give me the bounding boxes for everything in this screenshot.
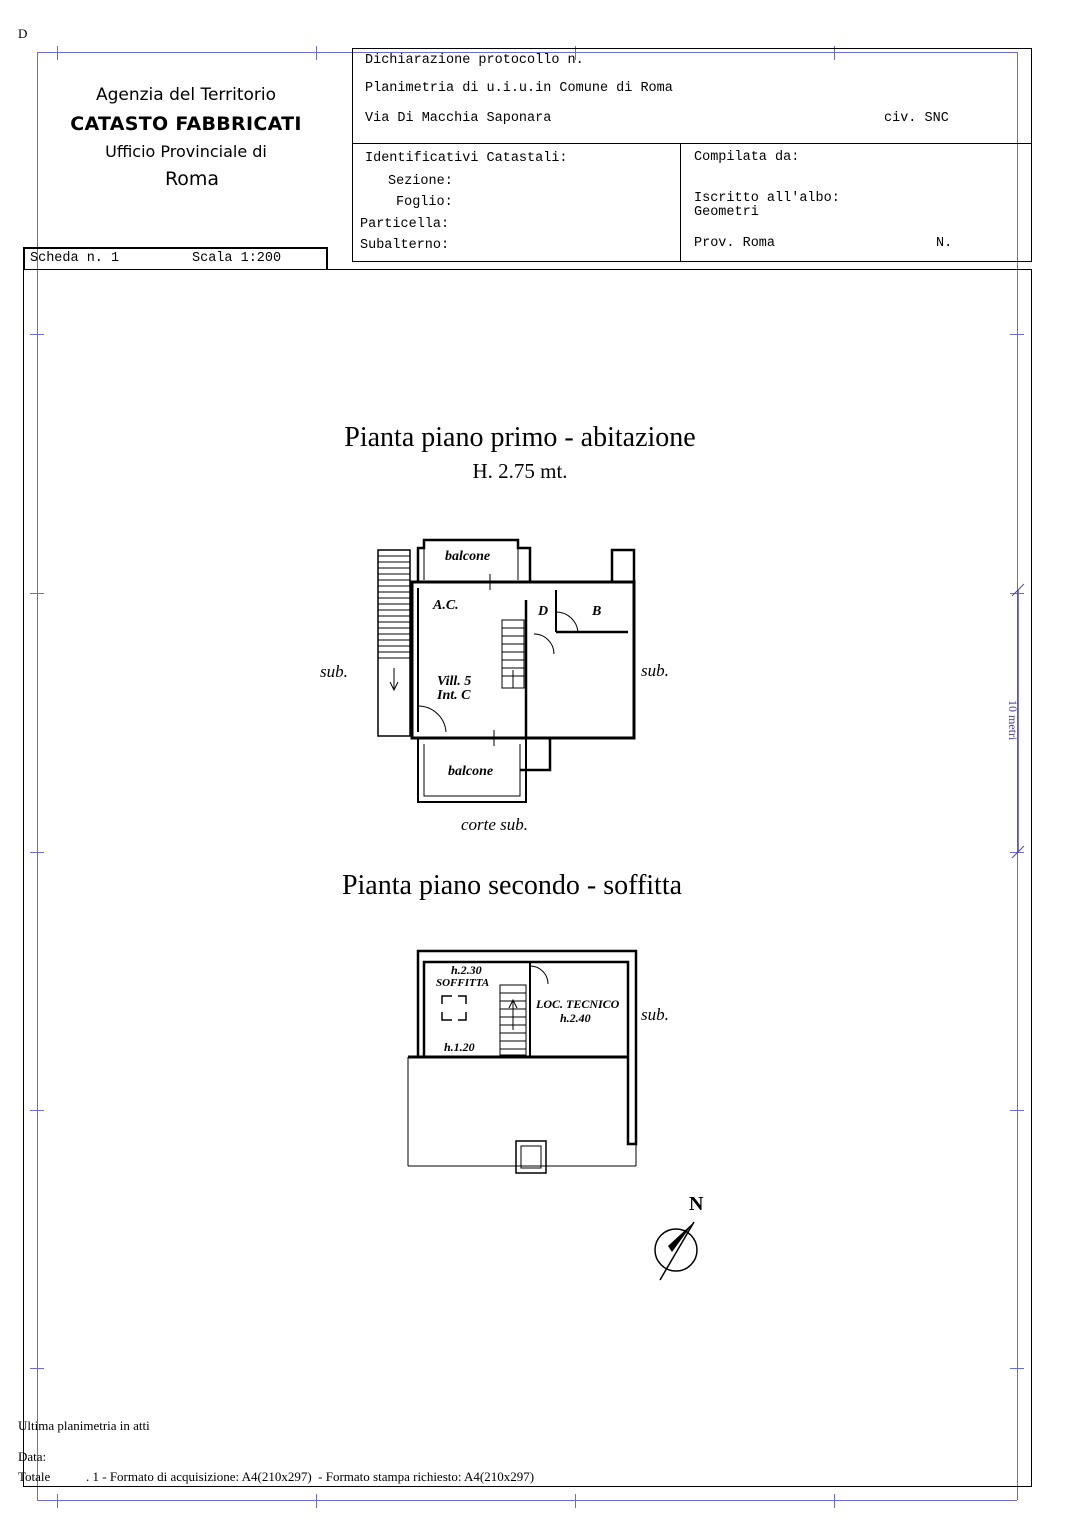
particella-label: Particella:	[360, 217, 450, 232]
albo-value: Geometri	[694, 205, 759, 220]
footer-data: Data:	[18, 1449, 47, 1464]
plan1-sub-right: sub.	[641, 661, 669, 680]
plan2-title: Pianta piano secondo - soffitta	[341, 870, 683, 901]
plan1-corte: corte sub.	[461, 815, 529, 834]
top-fragment-letter: D	[18, 26, 28, 41]
compass-north-label: N	[689, 1193, 704, 1215]
foglio-label: Foglio:	[396, 195, 453, 210]
plan2-sub: sub.	[641, 1005, 669, 1024]
planimetria-comune: Planimetria di u.i.u.in Comune di Roma	[365, 81, 673, 96]
numero-label: N.	[936, 236, 953, 251]
scheda-number: Scheda n. 1	[30, 251, 120, 266]
catasto-title: CATASTO FABBRICATI	[70, 113, 302, 135]
ufficio-label: Ufficio Provinciale di	[105, 142, 267, 161]
plan2-h240: h.2.40	[560, 1011, 591, 1025]
iscritto-label: Iscritto all'albo:	[694, 191, 840, 206]
address: Via Di Macchia Saponara	[365, 111, 552, 126]
protocollo-label: Dichiarazione protocollo n.	[365, 53, 584, 68]
sezione-label: Sezione:	[388, 174, 453, 189]
plan2-h120: h.1.20	[444, 1040, 475, 1054]
plan1-ac: A.C.	[433, 598, 459, 613]
subalterno-label: Subalterno:	[360, 238, 450, 253]
scala-value: Scala 1:200	[192, 251, 282, 266]
scale-bar-label: 10 metri	[1006, 700, 1020, 741]
agency-name: Agenzia del Territorio	[95, 85, 277, 105]
footer-ultima: Ultima planimetria in atti	[18, 1418, 150, 1433]
footer-formato: . 1 - Formato di acquisizione: A4(210x297) - Formato stampa richiesto: A4(210x297)	[86, 1469, 535, 1484]
plan1-int: Int. C	[437, 688, 471, 703]
plan1-vill: Vill. 5	[437, 674, 472, 689]
plan2-soffitta: SOFFITTA	[436, 977, 490, 989]
plan1-title: Pianta piano primo - abitazione	[344, 422, 696, 453]
ufficio-city: Roma	[164, 168, 220, 190]
plan2-h230: h.2.30	[451, 963, 482, 977]
civico: civ. SNC	[884, 111, 949, 126]
plan1-height: H. 2.75 mt.	[472, 459, 568, 483]
identificativi-label: Identificativi Catastali:	[365, 151, 568, 166]
provincia-label: Prov. Roma	[694, 236, 776, 251]
compilata-label: Compilata da:	[694, 150, 800, 165]
plan1-b: B	[592, 604, 602, 619]
plan1-d: D	[538, 604, 549, 619]
plan2-loc-tecnico: LOC. TECNICO	[536, 997, 620, 1011]
plan1-sub-left: sub.	[320, 662, 348, 681]
plan1-balcone-top: balcone	[445, 549, 491, 564]
plan1-balcone-bottom: balcone	[448, 764, 494, 779]
footer-totale-label: Totale	[18, 1469, 51, 1484]
